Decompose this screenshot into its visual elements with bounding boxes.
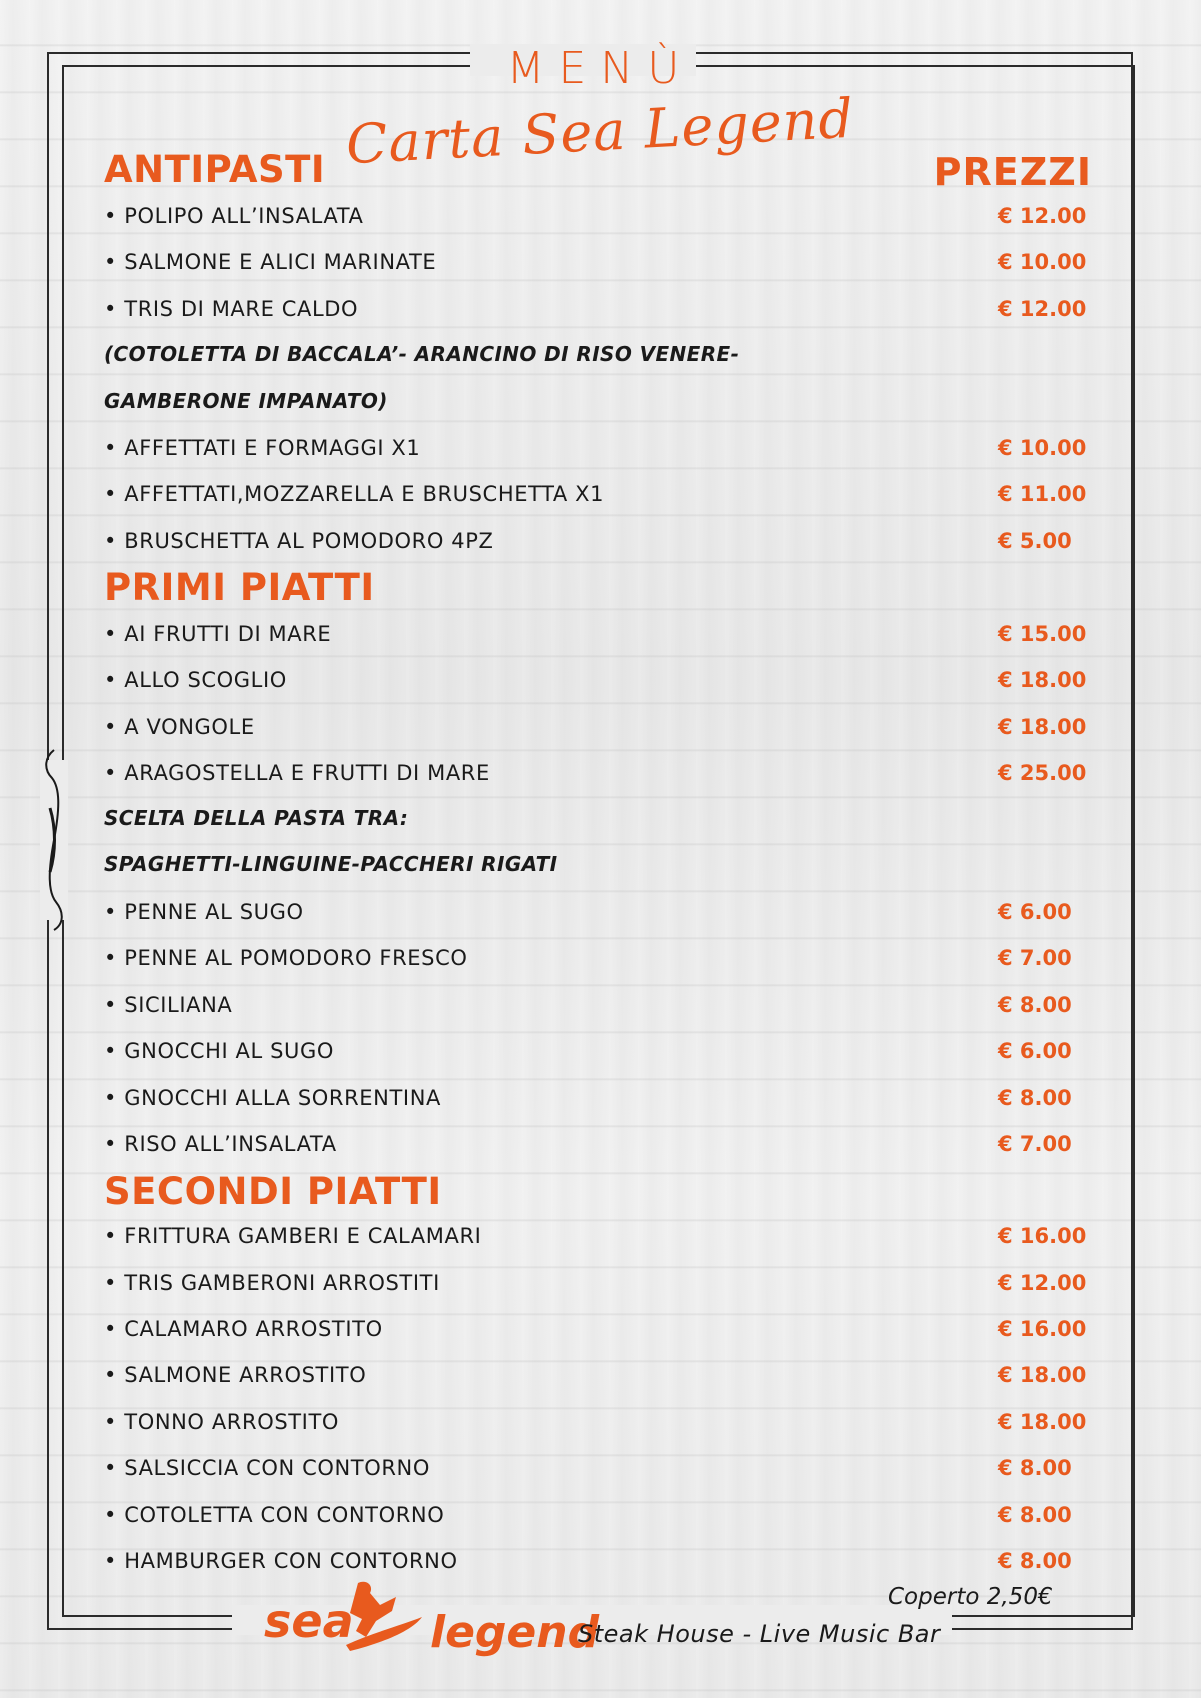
list-item <box>104 1408 1088 1436</box>
item-name: • RISO ALL’INSALATA <box>104 1132 337 1156</box>
item-name: • AI FRUTTI DI MARE <box>104 622 332 646</box>
item-name: • SALMONE ARROSTITO <box>104 1363 367 1387</box>
item-name: • A VONGOLE <box>104 715 255 739</box>
list-item <box>104 991 1088 1019</box>
list-item <box>104 1084 1088 1112</box>
menu-title: MENÙ <box>506 43 694 94</box>
list-item <box>104 1037 1088 1065</box>
item-name: • TRIS GAMBERONI ARROSTITI <box>104 1271 440 1295</box>
item-name: • SICILIANA <box>104 993 233 1017</box>
list-item <box>104 527 1088 555</box>
list-item <box>104 944 1088 972</box>
item-note: SPAGHETTI-LINGUINE-PACCHERI RIGATI <box>104 852 558 876</box>
item-price: € 16.00 <box>998 1317 1087 1341</box>
item-price: € 18.00 <box>998 1410 1087 1434</box>
item-price: € 8.00 <box>998 1549 1072 1573</box>
section-title-antipasti: ANTIPASTI <box>104 148 326 191</box>
logo-text-sea: sea <box>264 1594 354 1648</box>
item-note: (COTOLETTA DI BACCALA’- ARANCINO DI RISO VENERE- <box>104 342 740 366</box>
item-price: € 8.00 <box>998 993 1072 1017</box>
item-price: € 25.00 <box>998 761 1087 785</box>
item-name: • SALSICCIA CON CONTORNO <box>104 1456 430 1480</box>
item-price: € 10.00 <box>998 436 1087 460</box>
item-name: • FRITTURA GAMBERI E CALAMARI <box>104 1224 482 1248</box>
item-name: • ARAGOSTELLA E FRUTTI DI MARE <box>104 761 490 785</box>
list-item <box>104 1361 1088 1389</box>
list-item <box>104 1547 1088 1575</box>
item-price: € 16.00 <box>998 1224 1087 1248</box>
item-price: € 12.00 <box>998 1271 1087 1295</box>
list-item <box>104 202 1088 230</box>
item-name: • TONNO ARROSTITO <box>104 1410 340 1434</box>
item-note: SCELTA DELLA PASTA TRA: <box>104 806 409 830</box>
list-item <box>104 666 1088 694</box>
sea-legend-logo <box>262 1575 600 1658</box>
carta-subtitle: Carta Sea Legend <box>344 86 856 177</box>
item-name: • AFFETTATI E FORMAGGI X1 <box>104 436 421 460</box>
list-item <box>104 1454 1088 1482</box>
list-item <box>104 1130 1088 1158</box>
item-price: € 12.00 <box>998 297 1087 321</box>
list-item <box>104 1269 1088 1297</box>
item-name: • GNOCCHI AL SUGO <box>104 1039 335 1063</box>
item-price: € 15.00 <box>998 622 1087 646</box>
item-note: GAMBERONE IMPANATO) <box>104 389 388 413</box>
section-title-secondi: SECONDI PIATTI <box>104 1170 442 1213</box>
surfer-icon <box>346 1582 422 1651</box>
item-price: € 18.00 <box>998 1363 1087 1387</box>
item-price: € 8.00 <box>998 1456 1072 1480</box>
item-name: • BRUSCHETTA AL POMODORO 4PZ <box>104 529 494 553</box>
list-item <box>104 434 1088 462</box>
item-price: € 6.00 <box>998 1039 1072 1063</box>
item-price: € 18.00 <box>998 715 1087 739</box>
item-name: • TRIS DI MARE CALDO <box>104 297 359 321</box>
item-name: • AFFETTATI,MOZZARELLA E BRUSCHETTA X1 <box>104 482 605 506</box>
item-name: • HAMBURGER CON CONTORNO <box>104 1549 458 1573</box>
list-item <box>104 620 1088 648</box>
item-name: • CALAMARO ARROSTITO <box>104 1317 383 1341</box>
item-name: • ALLO SCOGLIO <box>104 668 287 692</box>
item-price: € 12.00 <box>998 204 1087 228</box>
item-price: € 10.00 <box>998 250 1087 274</box>
item-price: € 11.00 <box>998 482 1087 506</box>
item-name: • COTOLETTA CON CONTORNO <box>104 1503 445 1527</box>
item-price: € 18.00 <box>998 668 1087 692</box>
item-price: € 7.00 <box>998 1132 1072 1156</box>
item-price: € 8.00 <box>998 1086 1072 1110</box>
item-price: € 6.00 <box>998 900 1072 924</box>
list-item <box>104 898 1088 926</box>
list-item <box>104 1222 1088 1250</box>
scroll-ornament-icon <box>40 748 68 932</box>
item-price: € 8.00 <box>998 1503 1072 1527</box>
item-name: • PENNE AL SUGO <box>104 900 304 924</box>
item-price: € 7.00 <box>998 946 1072 970</box>
item-name: • POLIPO ALL’INSALATA <box>104 204 364 228</box>
logo-text-legend: legend <box>430 1607 600 1658</box>
list-item <box>104 480 1088 508</box>
item-price: € 5.00 <box>998 529 1072 553</box>
list-item <box>104 1501 1088 1529</box>
section-title-primi: PRIMI PIATTI <box>104 566 375 609</box>
list-item <box>104 1315 1088 1343</box>
list-item <box>104 713 1088 741</box>
item-name: • SALMONE E ALICI MARINATE <box>104 250 437 274</box>
list-item <box>104 295 1088 323</box>
coperto-note: Coperto 2,50€ <box>888 1584 1053 1610</box>
tagline: Steak House - Live Music Bar <box>578 1620 941 1648</box>
item-name: • PENNE AL POMODORO FRESCO <box>104 946 468 970</box>
list-item <box>104 759 1088 787</box>
prices-header: PREZZI <box>933 150 1092 194</box>
item-name: • GNOCCHI ALLA SORRENTINA <box>104 1086 441 1110</box>
list-item <box>104 248 1088 276</box>
